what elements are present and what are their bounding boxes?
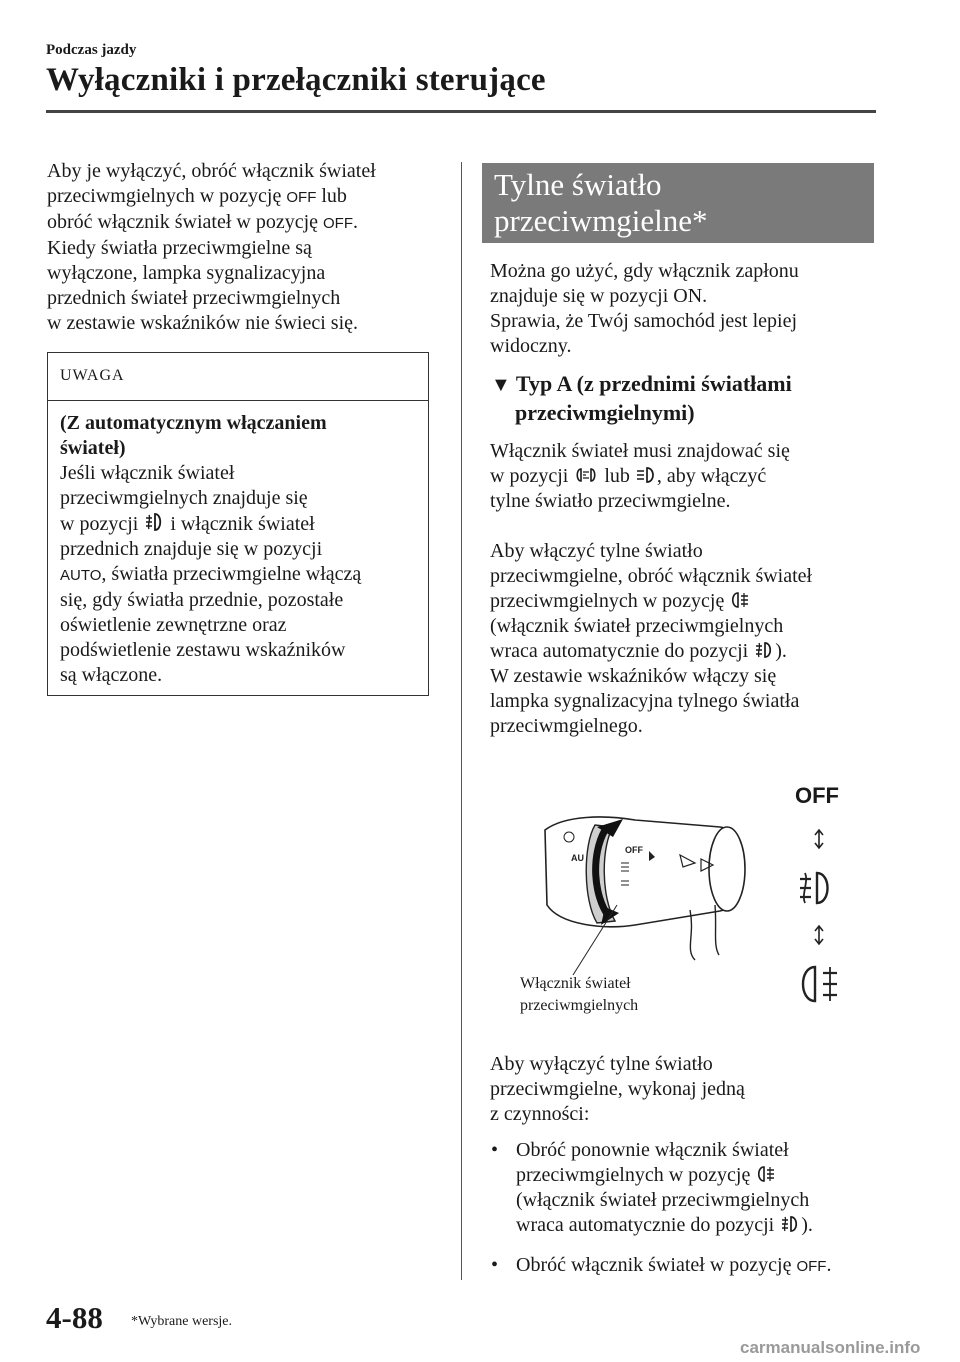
- footnote: *Wybrane wersje.: [131, 1314, 233, 1329]
- off-symbol: OFF: [796, 1258, 827, 1275]
- list-item: • Obróć włącznik świateł w pozycję OFF.: [491, 1254, 832, 1276]
- note-heading: (Z automatycznym włączaniem świateł): [60, 412, 327, 459]
- triangle-bullet-icon: ▼: [491, 374, 511, 396]
- auto-symbol: AUTO: [60, 567, 102, 584]
- intro-paragraph: Można go użyć, gdy włącznik zapłonu znajduje się w pozycji ON. Sprawia, że Twój samochód jest lepiej widoczny.: [490, 260, 799, 357]
- rear-fog-position-icon: [803, 967, 837, 1001]
- note-body: Jeśli włącznik świateł przeciwmgielnych znajduje się w pozycji i włącznik świateł przednich znajduje się w pozycji AUTO, światła przeciwmgielne włączą się, gdy światła przednie, pozostałe oświetlenie zewnętrzne oraz podświetlenie zestawu wskaźników są włączone.: [60, 462, 362, 686]
- page-title: Wyłączniki i przełączniki sterujące: [46, 62, 546, 98]
- headlights-icon: [635, 465, 657, 485]
- stalk-end-cap: [709, 827, 745, 911]
- off-position-label: OFF: [795, 783, 839, 808]
- front-fog-light-icon: [143, 511, 165, 533]
- note-box: [47, 352, 429, 696]
- parking-lights-icon: [573, 465, 599, 485]
- off-symbol: OFF: [286, 189, 317, 206]
- page-number: 4-88: [46, 1300, 103, 1335]
- rear-fog-light-icon: [729, 590, 751, 610]
- activate-paragraph: Aby włączyć tylne światło przeciwmgielne, obróć włącznik świateł przeciwmgielnych w pozycję (włącznik świateł przeciwmgielnych wraca automatycznie do pozycji ). W zestawie wskaźników włączy się lampka sygnalizacyjna tylnego światła przeciwmgielnego.: [490, 540, 813, 737]
- rear-fog-light-icon: [755, 1164, 777, 1184]
- bullet-icon: •: [491, 1254, 499, 1276]
- watermark: carmanualsonline.info: [740, 1338, 921, 1357]
- stalk-auto-label: AU: [571, 853, 584, 863]
- figure-caption: Włącznik świateł przeciwmgielnych: [520, 975, 639, 1014]
- front-fog-light-icon: [779, 1214, 801, 1234]
- front-fog-position-icon: [800, 873, 828, 903]
- section-label: Podczas jazdy: [46, 42, 137, 58]
- section-banner: Tylne światło przeciwmgielne*: [482, 163, 874, 243]
- off-symbol: OFF: [323, 215, 354, 232]
- title-rule: [46, 110, 876, 113]
- bullet-icon: •: [491, 1139, 499, 1161]
- note-title: UWAGA: [60, 367, 125, 384]
- list-item: • Obróć ponownie włącznik świateł przeciwmgielnych w pozycję (włącznik świateł przeciwmgielnych wraca automatycznie do pozycji ).: [491, 1139, 813, 1236]
- stalk-off-label: OFF: [625, 845, 643, 855]
- switch-arrow-icon: [815, 830, 823, 848]
- column-divider: [461, 162, 462, 1280]
- switch-arrow-icon: [815, 926, 823, 944]
- condition-paragraph: Włącznik świateł musi znajdować się w pozycji lub , aby włączyć tylne światło przeciwmgielne.: [490, 440, 790, 512]
- left-paragraph: Aby je wyłączyć, obróć włącznik świateł przeciwmgielnych w pozycję OFF lub obróć włącznik świateł w pozycję OFF. Kiedy światła przeciwmgielne są wyłączone, lampka sygnalizacyjna przednich świateł przeciwmgielnych w zestawie wskaźników nie świeci się.: [47, 160, 376, 334]
- note-divider: [48, 400, 428, 401]
- subsection-heading: ▼ Typ A (z przednimi światłami przeciwmgielnymi): [491, 371, 792, 425]
- front-fog-light-icon: [753, 640, 775, 660]
- deactivate-paragraph: Aby wyłączyć tylne światło przeciwmgielne, wykonaj jedną z czynności:: [490, 1053, 745, 1125]
